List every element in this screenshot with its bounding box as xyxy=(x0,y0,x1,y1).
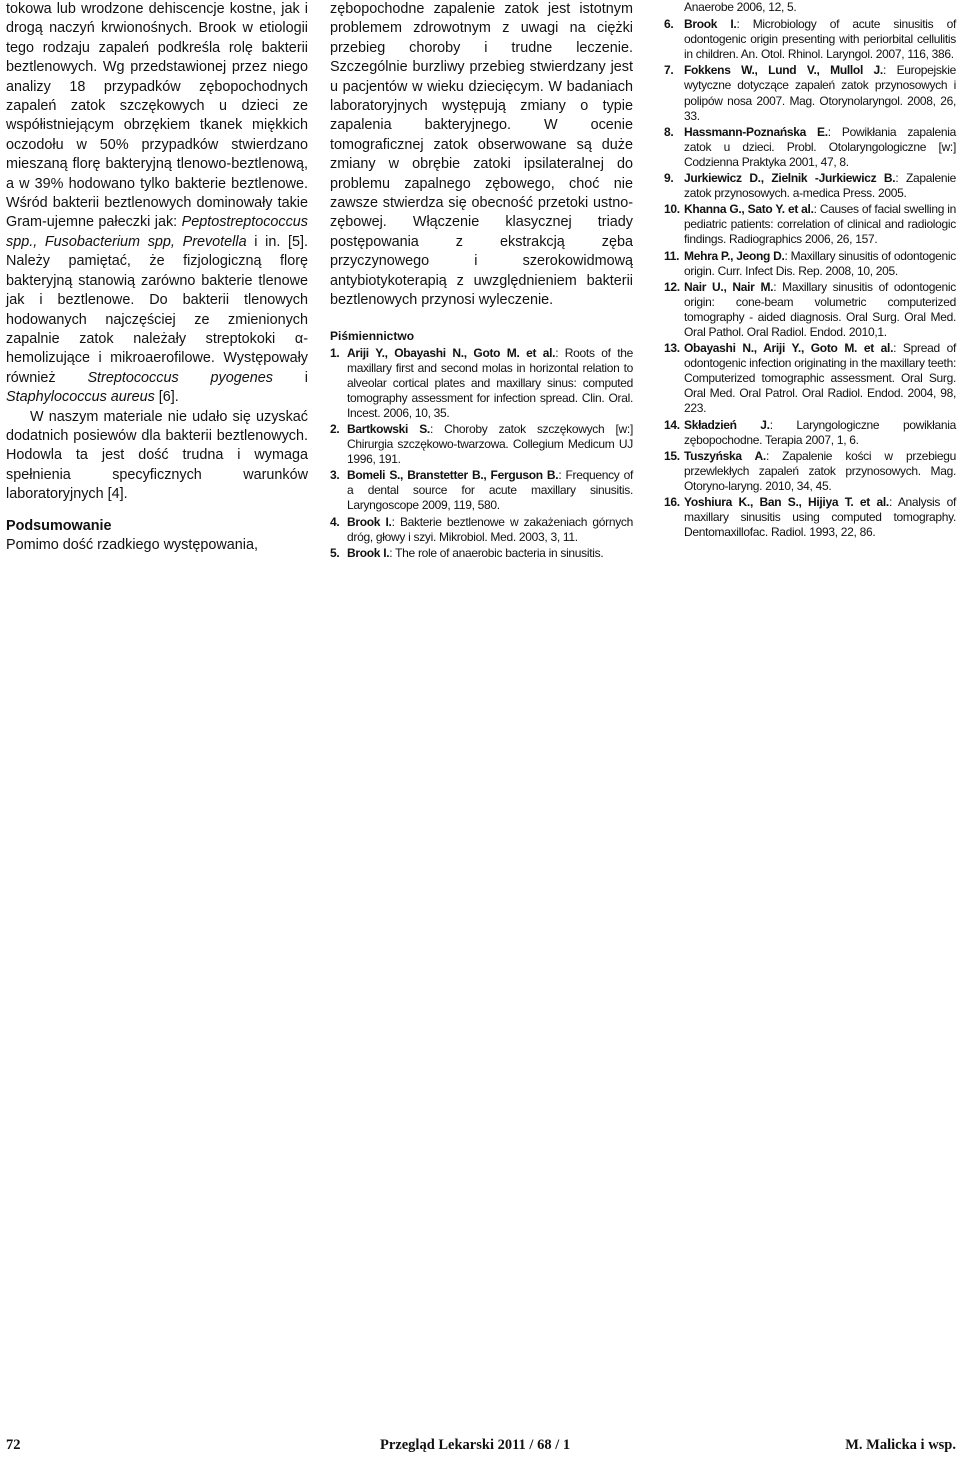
reference-item xyxy=(330,515,633,545)
page-footer xyxy=(0,1437,960,1455)
reference-item xyxy=(330,468,633,513)
reference-text: : Causes of facial swelling in pediatric patients: correlation of clinical and radiologic findings. Radiographics 2006, 26, 157. xyxy=(684,202,956,247)
reference-text: : The role of anaerobic bacteria in sinusitis. xyxy=(389,545,604,560)
reference-text: : Choroby zatok szczękowych [w:] Chirurgia szczękowo-twarzowa. Collegium Medicum UJ 1996, 191. xyxy=(347,421,633,467)
body-paragraph: Pomimo dość rzadkiego występowania, xyxy=(6,536,258,553)
reference-authors: Bartkowski S. xyxy=(347,421,430,436)
reference-number: 9. xyxy=(664,171,674,186)
reference-authors: Hassmann-Poznańska E. xyxy=(684,124,828,139)
reference-continuation: Anaerobe 2006, 12, 5. xyxy=(684,0,797,14)
reference-item xyxy=(664,449,956,494)
reference-number: 14. xyxy=(664,417,680,432)
article-authors: M. Malicka i wsp. xyxy=(845,1437,956,1453)
reference-number: 10. xyxy=(664,202,680,217)
reference-number: 16. xyxy=(664,495,680,509)
reference-item xyxy=(664,171,956,201)
reference-item xyxy=(664,249,956,279)
reference-number: 12. xyxy=(664,279,680,294)
reference-authors: Brook I. xyxy=(347,514,392,529)
reference-list xyxy=(330,346,633,561)
reference-text: : Maxillary sinusitis of odontogenic origin: cone-beam volumetric computerized tomography - aided diagnosis. Oral Surg. Oral Med. Oral Pathol. Oral Radiol. Endod. 2010,1. xyxy=(684,279,956,339)
reference-authors: Mehra P., Jeong D. xyxy=(684,248,785,263)
references-heading: Piśmiennictwo xyxy=(330,328,415,343)
reference-authors: Jurkiewicz D., Zielnik -Jurkiewicz B. xyxy=(684,171,896,186)
reference-item xyxy=(664,63,956,123)
reference-authors: Brook I. xyxy=(684,17,737,32)
section-heading: Podsumowanie xyxy=(6,517,112,534)
journal-name: Przegląd Lekarski 2011 / 68 / 1 xyxy=(380,1437,571,1453)
reference-authors: Nair U., Nair M. xyxy=(684,279,774,294)
reference-text: : Zapalenie zatok przynosowych. a-medica Press. 2005. xyxy=(684,171,956,201)
reference-item xyxy=(664,202,956,247)
reference-text: : Zapalenie kości w przebiegu przewlekłych zapaleń zatok przynosowych. Mag. Otoryno-laryng. 2010, 34, 45. xyxy=(684,448,956,493)
reference-text: : Microbiology of acute sinusitis of odontogenic origin presenting with periorbital cellulitis in children. An. Otol. Rhinol. Laryngol. 2007, 116, 386. xyxy=(684,17,956,62)
page-number: 72 xyxy=(6,1437,21,1453)
reference-item xyxy=(664,17,956,62)
reference-item xyxy=(664,125,956,170)
reference-number: 1. xyxy=(330,345,340,360)
reference-authors: Bomeli S., Branstetter B., Ferguson B. xyxy=(347,468,559,483)
reference-number: 13. xyxy=(664,341,680,356)
reference-number: 5. xyxy=(330,545,340,560)
reference-number: 7. xyxy=(664,63,674,78)
reference-authors: Khanna G., Sato Y. et al. xyxy=(684,202,814,217)
reference-number: 15. xyxy=(664,448,680,463)
body-paragraph: tokowa lub wrodzone dehiscencje kostne, jak i drogą naczyń krwionośnych. Brook w etiologii tego rodzaju zapaleń podkreśla rolę bakterii beztlenowych. Wg przedstawionej przez niego analizy 18 przypadków zębopochodnych zapaleń zatok szczękowych u dzieci ze współistniejącym obrzękiem tkanek miękkich oczodołu w 50% przypadków stwierdzano mieszaną florę bakteryjną tlenowo-beztlenową, a w 39% hodowano tylko bakterie beztlenowe. Wśród bakterii beztlenowych dominowały takie Gram-ujemne pałeczki jak: Peptostreptococcus spp., Fusobacterium spp, Prevotella i in. [5]. Należy pamiętać, że fizjologiczną florę bakteryjną stanowią zarówno bakterie tlenowe jak i beztlenowe. Do bakterii tlenowych hodowanych najczęściej ze zmienionych zapalnie zatok należały streptokoki α-hemolizujące i mikroaerofilowe. Występowały również Streptococcus pyogenes i Staphylococcus aureus [6]. xyxy=(6,1,309,406)
reference-item xyxy=(664,280,956,340)
reference-text: : Spread of odontogenic infection originating in the maxillary teeth: Computerized tomographic assessment. Oral Surg. Oral Med. Oral Patrol. Oral Radiol. Endod. 2004, 98, 223. xyxy=(684,341,957,416)
middle-column xyxy=(330,0,633,562)
reference-authors: Składzień J. xyxy=(684,417,770,432)
body-paragraph: zębopochodne zapalenie zatok jest istotnym problemem zdrowotnym z uwagi na ciężki przebieg choroby i trudne leczenie. Szczególnie burzliwy przebieg stwierdzany jest u pacjentów w wieku dziecięcym. W badaniach laboratoryjnych występują zmiany o typie zapalenia bakteryjnego. W ocenie tomograficznej zatok obserwowane są duże zmiany w obrębie zatoki ipsilateralnej do problemu zapalnego zębowego, choć nie zawsze stwierdza się obecność przetoki ustno-zębowej. Włączenie klasycznej triady postępowania z ekstrakcją zęba przyczynowego i szerokowidmową antybiotykoterapią z uwzględnieniem bakterii beztlenowych przynosi wyleczenie. xyxy=(330,1,633,309)
reference-authors: Ariji Y., Obayashi N., Goto M. et al. xyxy=(347,345,556,360)
reference-authors: Fokkens W., Lund V., Mullol J. xyxy=(684,63,883,78)
reference-text: : Powikłania zapalenia zatok u dzieci. Probl. Otolaryngologiczne [w:] Codzienna Praktyka 2001, 47, 8. xyxy=(684,124,957,169)
reference-authors: Tuszyńska A. xyxy=(684,448,766,463)
reference-text: : Roots of the maxillary first and second molas in horizontal relation to alveolar cortical plates and maxillary sinus: computed tomography assessment for infection spread. Clin. Oral. Incest. 2006, 10, 35. xyxy=(347,345,633,420)
reference-number: 3. xyxy=(330,468,340,483)
reference-number: 6. xyxy=(664,17,674,32)
left-column xyxy=(6,0,308,555)
reference-authors: Yoshiura K., Ban S., Hijiya T. et al. xyxy=(684,495,889,509)
reference-text: : Analysis of maxillary sinusitis using computed tomography. Dentomaxillofac. Radiol. 1993, 22, 86. xyxy=(684,495,957,540)
reference-number: 2. xyxy=(330,421,340,436)
reference-authors: Brook I. xyxy=(347,545,390,560)
reference-text: : Bakterie beztlenowe w zakażeniach górnych dróg, głowy i szyi. Mikrobiol. Med. 2003, 3, 11. xyxy=(347,514,633,544)
reference-item xyxy=(664,495,956,540)
reference-item xyxy=(330,346,633,421)
body-paragraph: W naszym materiale nie udało się uzyskać dodatnich posiewów dla bakterii beztlenowych. Hodowla ta jest dość trudna i wymaga spełnienia specyficznych warunków laboratoryjnych [4]. xyxy=(6,408,308,503)
reference-number: 11. xyxy=(664,248,680,263)
reference-item xyxy=(330,422,633,467)
reference-text: : Europejskie wytyczne dotyczące zapaleń zatok przynosowych i polipów nosa 2007. Mag. Otorynolaryngol. 2008, 26, 33. xyxy=(684,63,956,123)
reference-number: 8. xyxy=(664,124,674,139)
reference-number: 4. xyxy=(330,514,340,529)
reference-text: : Laryngologiczne powikłania zębopochodne. Terapia 2007, 1, 6. xyxy=(684,417,956,447)
reference-authors: Obayashi N., Ariji Y., Goto M. et al. xyxy=(684,341,894,356)
reference-item xyxy=(664,418,956,448)
reference-item xyxy=(330,546,633,561)
reference-text: : Frequency of a dental source for acute maxillary sinusitis. Laryngoscope 2009, 119, 580. xyxy=(347,468,633,513)
reference-list xyxy=(664,17,956,540)
right-column xyxy=(664,0,956,541)
reference-text: : Maxillary sinusitis of odontogenic origin. Curr. Infect Dis. Rep. 2008, 10, 205. xyxy=(684,248,956,278)
reference-item xyxy=(664,341,956,416)
